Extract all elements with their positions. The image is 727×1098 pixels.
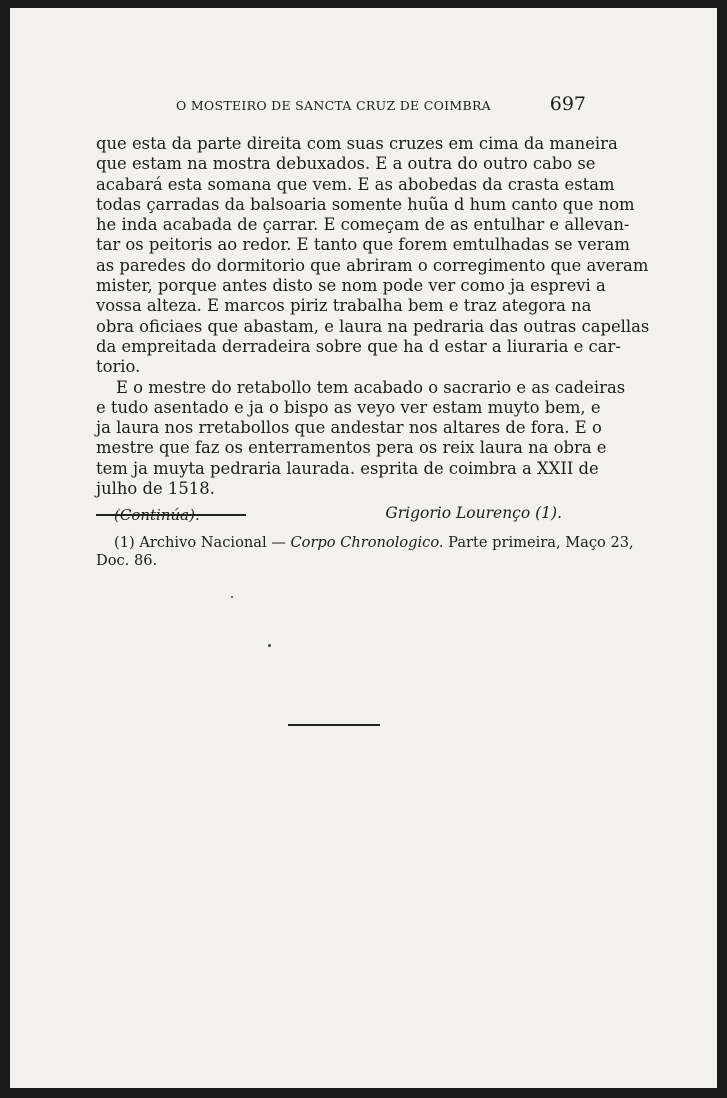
- footnote-reference: Parte primeira, Maço 23,: [448, 534, 634, 551]
- text-line: vossa alteza. E marcos piriz trabalha bem e traz ategora na: [96, 296, 592, 316]
- text-line: julho de 1518.: [96, 479, 215, 499]
- running-title: O MOSTEIRO DE SANCTA CRUZ DE COIMBRA: [176, 98, 491, 113]
- footnote-line: [96, 534, 634, 552]
- text-line: ja laura nos rretabollos que andestar nos altares de fora. E o: [96, 418, 602, 438]
- book-page: [10, 8, 717, 1088]
- text-line: que esta da parte direita com suas cruzes em cima da maneira: [96, 134, 618, 153]
- text-line: mestre que faz os enterramentos pera os reix laura na obra e: [96, 438, 607, 458]
- page-header: [176, 93, 586, 117]
- text-line: obra oficiaes que abastam, e laura na pedraria das outras capellas: [96, 316, 650, 336]
- letter-body: [96, 134, 650, 527]
- text-line: he inda acabada de çarrar. E começam de as entulhar e allevan-: [96, 215, 630, 235]
- footnote-source: Archivo Nacional —: [139, 534, 286, 551]
- text-line: mister, porque antes disto se nom pode ver como ja esprevi a: [96, 276, 606, 296]
- text-line: e tudo asentado e ja o bispo as veyo ver estam muyto bem, e: [96, 397, 601, 417]
- text-line: torio.: [96, 357, 141, 377]
- footnote-divider: [96, 514, 246, 516]
- page-number: 697: [549, 93, 586, 115]
- text-line: as paredes do dormitorio que abriram o corregimento que averam: [96, 255, 649, 275]
- text-line: tem ja muyta pedraria laurada. esprita de coimbra a XXII de: [96, 458, 599, 478]
- text-line: E o mestre do retabollo tem acabado o sacrario e as cadeiras: [116, 377, 626, 397]
- end-divider: [288, 724, 380, 726]
- footnote-collection: Corpo Chronologico.: [290, 534, 444, 551]
- text-line: todas çarradas da balsoaria somente huũa d hum canto que nom: [96, 194, 635, 214]
- footnote-doc: Doc. 86.: [96, 552, 158, 569]
- footnote-marker: (1): [114, 534, 135, 551]
- footnote: [96, 534, 634, 570]
- signature: Grigorio Lourenço (1).: [385, 504, 562, 523]
- text-line: acabará esta somana que vem. E as abobedas da crasta estam: [96, 174, 615, 194]
- text-line: da empreitada derradeira sobre que ha d estar a liuraria e car-: [96, 336, 621, 356]
- ink-speck: [231, 596, 233, 598]
- text-line: tar os peitoris ao redor. E tanto que forem emtulhadas se veram: [96, 235, 630, 255]
- text-line: que estam na mostra debuxados. E a outra do outro cabo se: [96, 154, 596, 174]
- ink-speck: [268, 644, 271, 647]
